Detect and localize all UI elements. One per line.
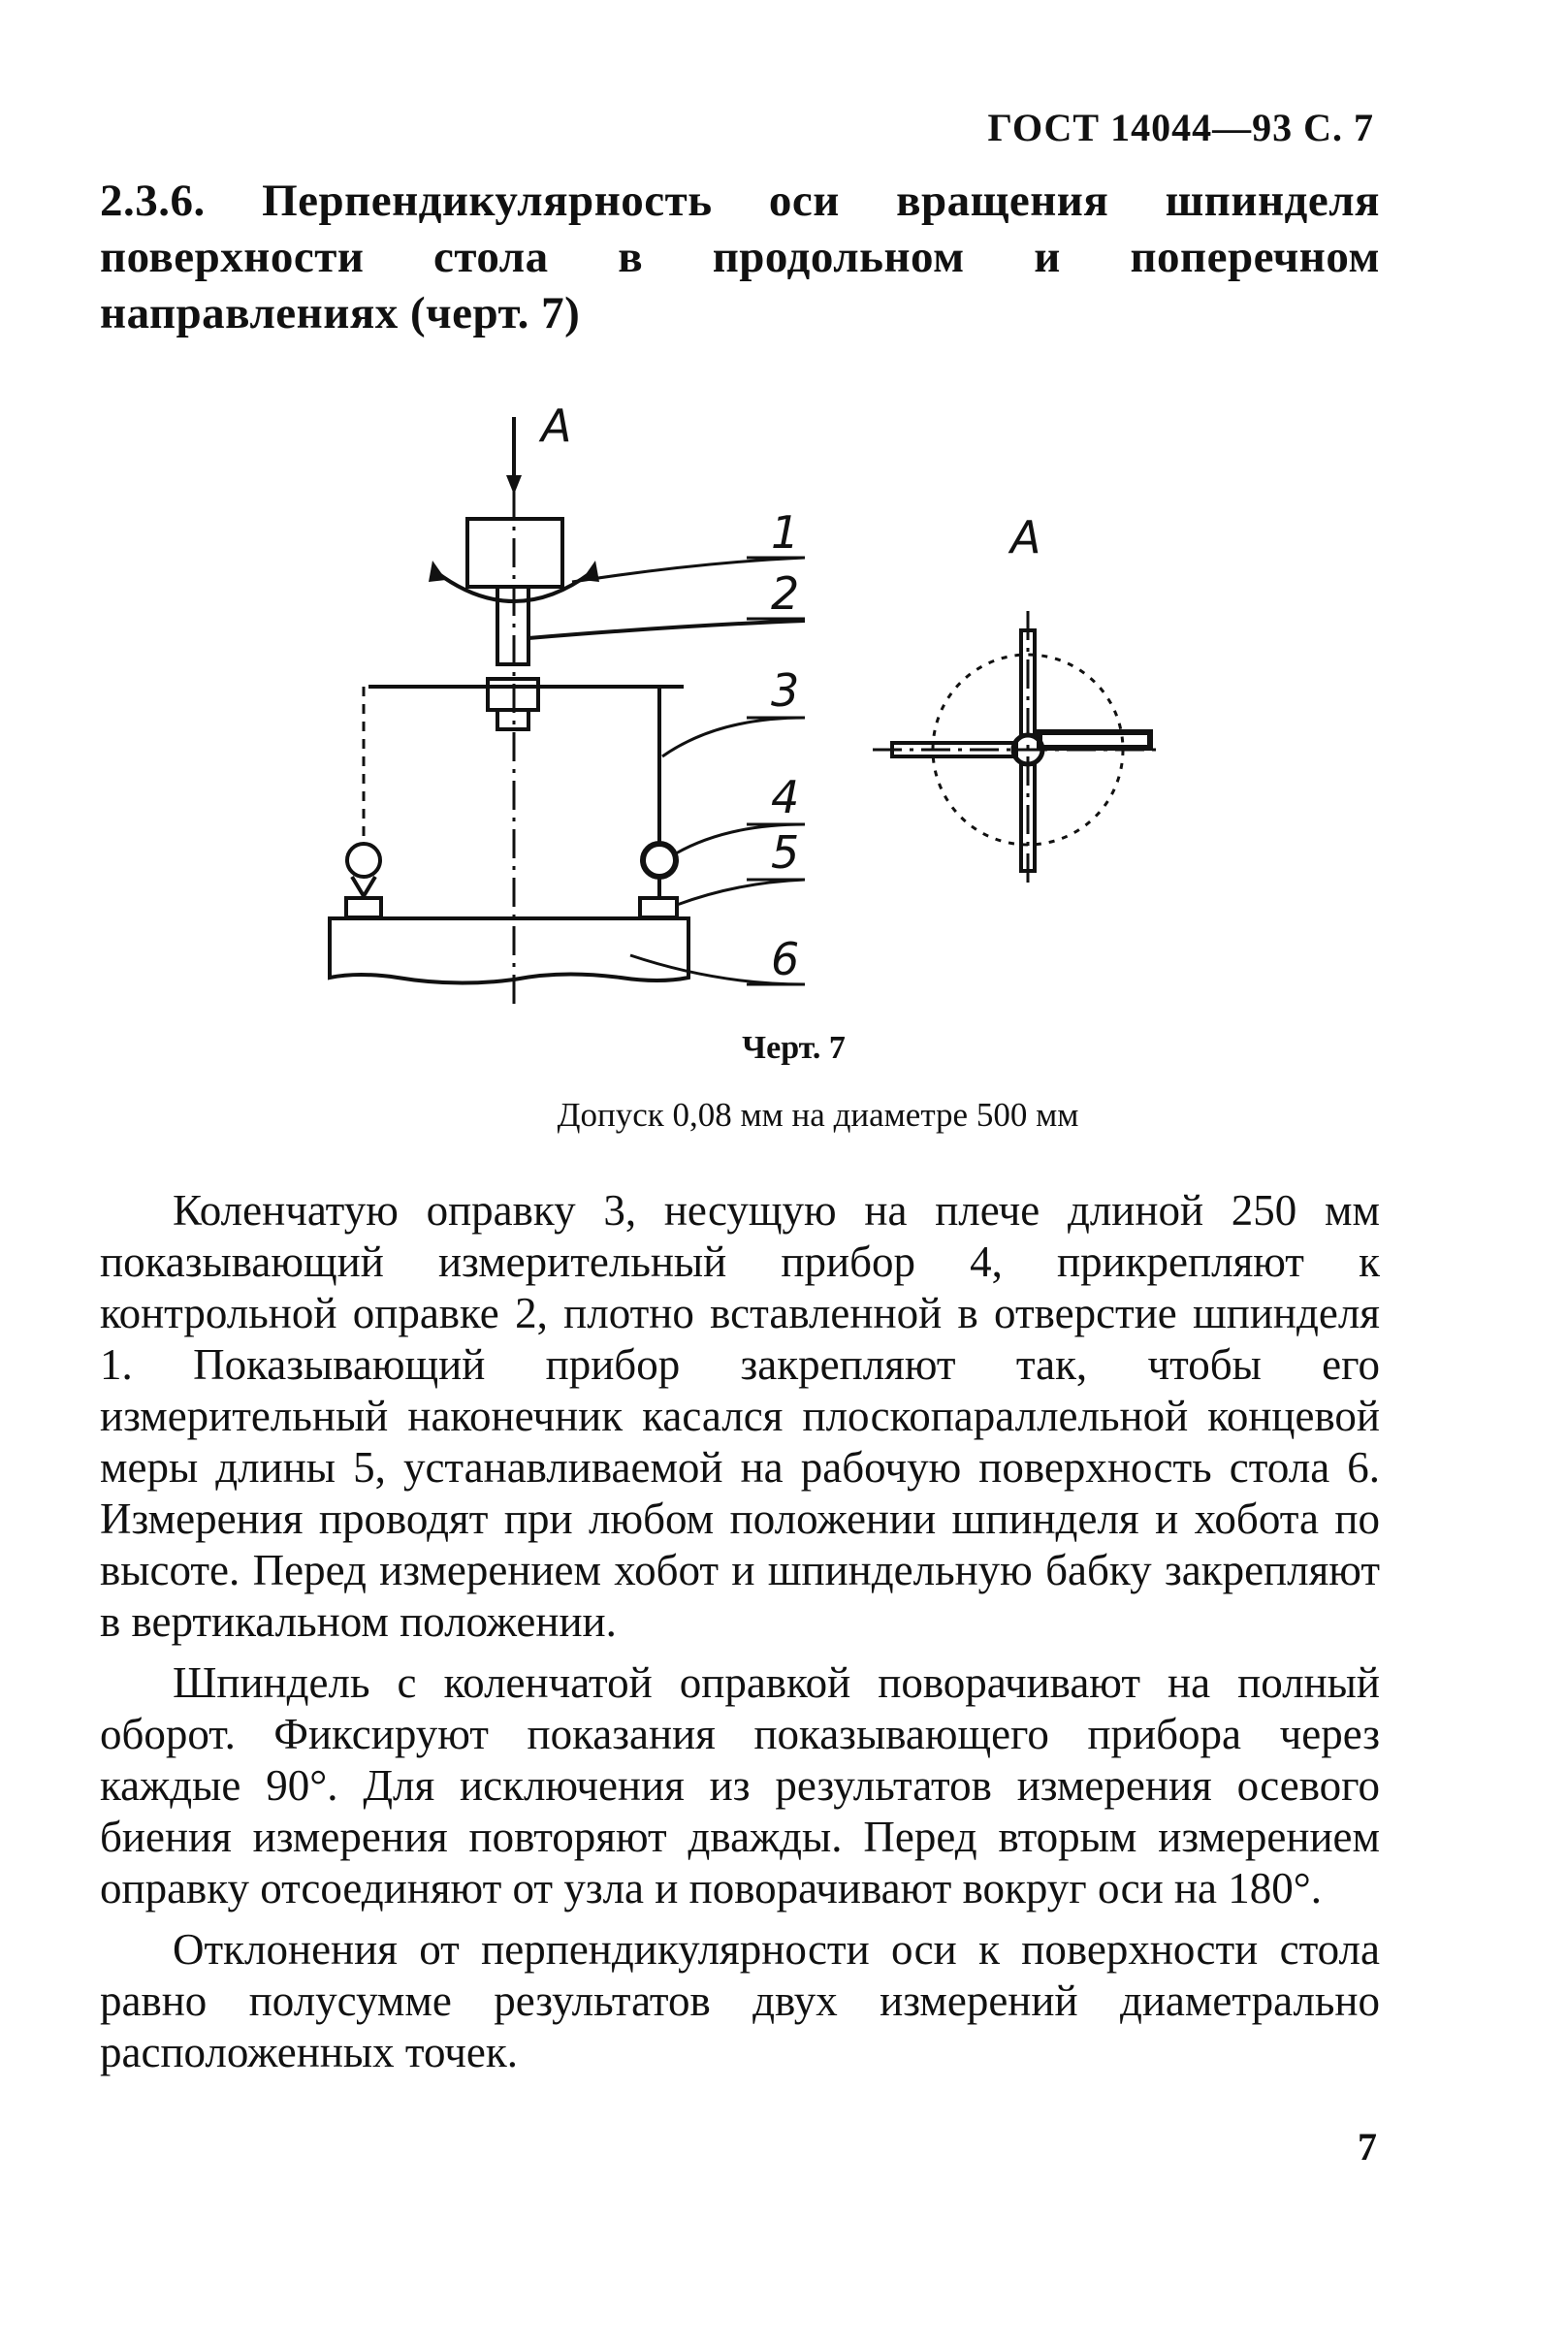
- gauge-block-5: [640, 898, 677, 917]
- part-label-4: 4: [771, 771, 800, 823]
- part-label-3: 3: [771, 664, 800, 717]
- part-label-5: 5: [771, 826, 800, 879]
- view-label-main: A: [541, 400, 572, 452]
- tolerance-note: Допуск 0,08 мм на диаметре 500 мм: [557, 1096, 1079, 1134]
- paragraph-3: Отклонения от перпендикулярности оси к поверхности стола равно полусумме результатов двух измерений диаметрально расположенных точек.: [100, 1925, 1380, 2076]
- figure-7-drawing: [291, 398, 1212, 1018]
- part-label-6: 6: [771, 933, 800, 985]
- part-label-2: 2: [771, 567, 800, 620]
- part-label-1: 1: [771, 506, 800, 559]
- paragraph-2: Шпиндель с коленчатой оправкой поворачивают на полный оборот. Фиксируют показания показывающего прибора через каждые 90°. Для исключения из результатов измерения осевого биения измерения повторяют дважды. Перед вторым измерением оправку отсоединяют от узла и поворачивают вокруг оси на 180°.: [100, 1658, 1380, 1912]
- indicator-4: [643, 844, 676, 877]
- section-title: 2.3.6. Перпендикулярность оси вращения шпинделя поверхности стола в продольном и поперечном направлениях (черт. 7): [100, 176, 1380, 338]
- indicator-mirror: [347, 844, 380, 877]
- table-6: [330, 918, 688, 983]
- paragraph-1: Коленчатую оправку 3, несущую на плече длиной 250 мм показывающий измерительный прибор 4, прикрепляют к контрольной оправке 2, плотно вставленной в отверстие шпинделя 1. Показывающий прибор закрепляют так, чтобы его измерительный наконечник касался плоскопараллельной концевой меры длины 5, устанавливаемой на рабочую поверхность стола 6. Измерения проводят при любом положении шпинделя и хобота по высоте. Перед измерением хобот и шпиндельную бабку закрепляют в вертикальном положении.: [100, 1186, 1380, 1646]
- view-label-side: A: [1010, 511, 1041, 563]
- view-a-arm-right: [1040, 732, 1150, 748]
- body-text: [100, 1185, 1380, 2088]
- figure-7: [291, 398, 1212, 1023]
- page-number: 7: [1358, 2125, 1377, 2169]
- gauge-block-mirror: [346, 898, 381, 917]
- figure-caption: Черт. 7: [742, 1030, 846, 1066]
- page-header: ГОСТ 14044—93 С. 7: [987, 106, 1374, 149]
